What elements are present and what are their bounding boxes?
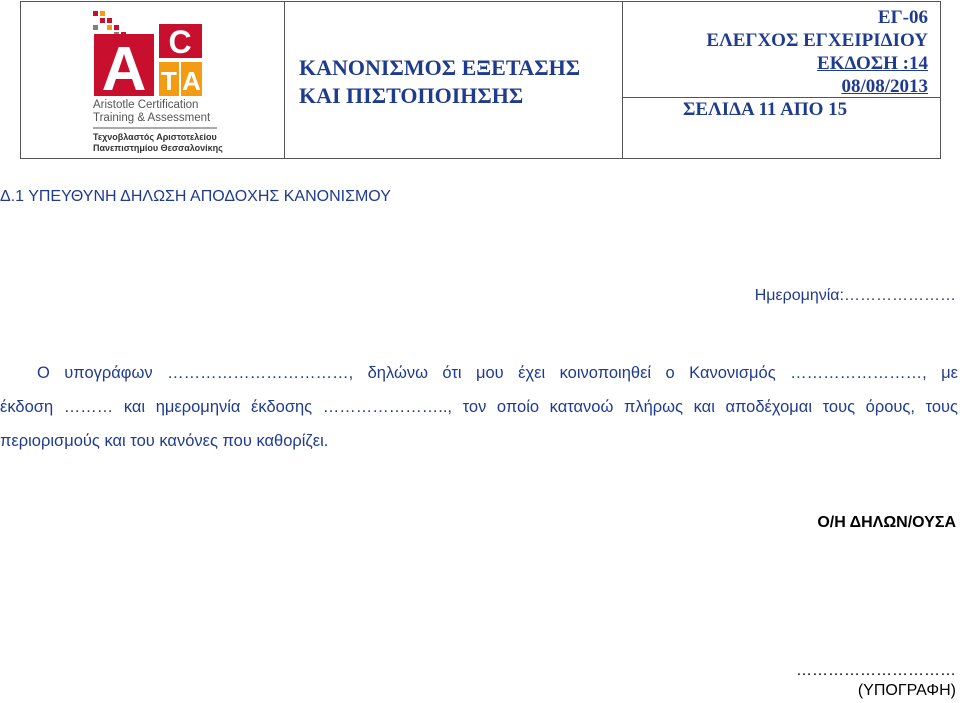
document-code: ΕΓ-06 <box>877 7 928 28</box>
declaration-line: Ο υπογράφων ……………………………, δηλώνω ότι μου έχει κοινοποιηθεί ο Κανονισμός ……………………, με <box>37 364 958 382</box>
declaration-line: περιορισμούς και του κανόνες που καθορίζει. <box>0 432 329 450</box>
document-info <box>623 6 928 98</box>
logo-letter-a2: A <box>182 66 201 96</box>
logo-letter-t: T <box>161 66 177 96</box>
logo-affiliation-line2: Πανεπιστημίου Θεσσαλονίκης <box>93 143 223 153</box>
document-header <box>20 1 941 159</box>
regulation-title-line2: ΚΑΙ ΠΙΣΤΟΠΟΙΗΣΗΣ <box>299 83 524 108</box>
signature-line: ………………………… <box>796 662 956 679</box>
date-field: Ημερομηνία:………………… <box>754 287 956 304</box>
logo-name-line1: Aristotle Certification <box>93 99 199 111</box>
logo-affiliation-line1: Τεχνοβλαστός Αριστοτελείου <box>93 132 217 142</box>
regulation-title-line1: ΚΑΝΟΝΙΣΜΟΣ ΕΞΕΤΑΣΗΣ <box>299 55 581 80</box>
document-edition: ΕΚΔΟΣΗ :14 <box>817 53 928 74</box>
signature-label: (ΥΠΟΓΡΑΦΗ) <box>857 682 956 699</box>
declaration-paragraph <box>0 356 958 458</box>
regulation-title <box>285 54 622 110</box>
document-date: 08/08/2013 <box>841 76 928 97</box>
acta-logo <box>21 2 284 158</box>
document-type: ΕΛΕΓΧΟΣ ΕΓΧΕΙΡΙΔΙΟΥ <box>706 30 928 51</box>
logo-letter-c: C <box>168 24 192 60</box>
declaration-line: έκδοση ……… και ημερομηνία έκδοσης ………………….., τον οποίο κατανοώ πλήρως και αποδέχομαι τους όρους, τους <box>0 398 958 416</box>
page-number: ΣΕΛΙΔΑ 11 ΑΠΟ 15 <box>683 99 848 120</box>
section-title: Δ.1 ΥΠΕΥΘΥΝΗ ΔΗΛΩΣΗ ΑΠΟΔΟΧΗΣ ΚΑΝΟΝΙΣΜΟΥ <box>0 188 391 205</box>
declarant-label: Ο/Η ΔΗΛΩΝ/ΟΥΣΑ <box>817 514 956 531</box>
logo-name-line2: Training & Assessment <box>93 112 211 124</box>
logo-pixel-decoration <box>93 11 126 37</box>
logo-letter-a1: A <box>101 35 147 104</box>
